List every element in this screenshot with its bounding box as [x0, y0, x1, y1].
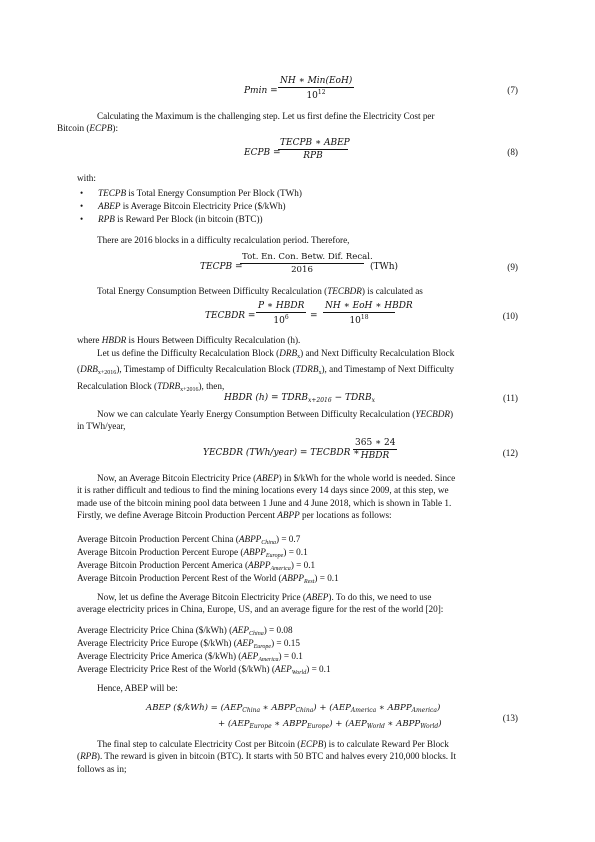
- eq10-number: (10): [502, 311, 518, 321]
- with-label: with:: [77, 173, 96, 183]
- eq9-lhs: TECPB =: [200, 262, 243, 272]
- paragraph-ecpb-intro: Calculating the Maximum is the challenging step. Let us first define the Electricity Cost per Bitcoin (ECPB):: [57, 111, 435, 134]
- bullet-icon: •: [80, 201, 84, 211]
- eq7-lhs: Pmin =: [244, 86, 278, 96]
- list-item: Average Bitcoin Production Percent Rest of the World $(ABPP_{Rest}) = 0.1$: [77, 573, 339, 585]
- eq10-fraction-2: NH ∗ EoH ∗ HBDR $10^{18}$: [325, 301, 413, 326]
- eq7-numerator: NH ∗ Min(EoH): [280, 76, 353, 86]
- eq8-numerator: TECPB ∗ ABEP: [280, 138, 350, 148]
- eq13-line-1: ABEP ($/kWh) = ($AEP_{China}$ ∗ $ABPP_{China}) + (AEP_{America}$ ∗ $ABPP_{America}$): [146, 703, 441, 714]
- bullet-icon: •: [80, 188, 84, 198]
- list-item: Average Electricity Price Europe ($/kWh) $(AEP_{Europe}) = 0.15$: [77, 638, 300, 650]
- eq8-lhs: ECPB =: [244, 148, 281, 158]
- eq7-number: (7): [507, 85, 518, 95]
- eq13-number: (13): [502, 713, 518, 723]
- eq8-number: (8): [507, 147, 518, 157]
- eq12-lhs: YECBDR (TWh/year) = TECBDR ∗: [203, 448, 360, 458]
- eq7-denominator: $10^{12}$: [278, 87, 354, 101]
- paragraph-hbdr: where HBDR is Hours Between Difficulty Recalculation (h).: [77, 335, 301, 345]
- eq10-equals: =: [310, 311, 318, 321]
- list-item: ABEP is Average Bitcoin Electricity Price ($/kWh): [98, 201, 286, 211]
- paragraph-blocks: There are 2016 blocks in a difficulty recalculation period. Therefore,: [97, 235, 350, 245]
- eq11-number: (11): [503, 393, 518, 403]
- eq11-expression: HBDR $(h) = TDRB_{x+2016}$ − $TDRB_x$: [224, 393, 375, 404]
- list-item: Average Electricity Price America ($/kWh) $(AEP_{America}) = 0.1$: [77, 651, 303, 663]
- eq9-denominator: 2016: [240, 263, 364, 275]
- eq9-number: (9): [507, 262, 518, 272]
- list-item: Average Bitcoin Production Percent Europe $(ABPP_{Europe}) = 0.1$: [77, 547, 308, 559]
- eq13-line-2: + ($AEP_{Europe}$ ∗ $ABPP_{Europe}) + (AEP_{World}$ ∗ $ABPP_{World}$): [218, 719, 442, 730]
- paragraph-rpb: The final step to calculate Electricity Cost per Bitcoin (ECPB) is to calculate Reward Per Block (RPB). The reward is given in bitcoin (BTC). It starts with 50 BTC and halves every 210,000 blocks. It follows as in;: [77, 739, 457, 774]
- eq7-fraction: [278, 76, 354, 101]
- bullet-icon: •: [80, 214, 84, 224]
- paragraph-abep-intro: Now, an Average Bitcoin Electricity Price (ABEP) in $/kWh for the whole world is needed. Since it is rather difficult and tedious to find the mining locations every 14 days since 2009, at this step, we made use of the bitcoin mining pool data between 1 June and 4 June 2018, which is shown in Table 1. Firstly, we define Average Bitcoin Production Percent ABPP per locations as follows:: [77, 473, 456, 521]
- eq8-fraction: [278, 138, 348, 161]
- list-item: Average Bitcoin Production Percent China $(ABPP_{China}) = 0.7$: [77, 534, 301, 546]
- eq8-denominator: RPB: [278, 149, 348, 161]
- paragraph-hence: Hence, ABEP will be:: [97, 683, 178, 693]
- eq9-fraction: [240, 252, 373, 275]
- list-item: TECPB is Total Energy Consumption Per Block (TWh): [98, 188, 302, 198]
- eq10-lhs: TECBDR =: [205, 311, 256, 321]
- list-item: Average Bitcoin Production Percent America $(ABPP_{America}) = 0.1$: [77, 560, 316, 572]
- eq9-unit: (TWh): [370, 262, 399, 272]
- eq9-numerator: Tot. En. Con. Betw. Dif. Recal.: [242, 252, 373, 262]
- list-item: Average Electricity Price China ($/kWh) $(AEP_{China}) = 0.08$: [77, 625, 293, 637]
- eq12-number: (12): [502, 448, 518, 458]
- paragraph-aep-intro: Now, let us define the Average Bitcoin Electricity Price (ABEP). To do this, we need to use average electricity prices in China, Europe, US, and an average figure for the rest of the world [20]:: [77, 592, 444, 615]
- paragraph-drb-definitions: Let us define the Difficulty Recalculation Block $(DRB_x)$ and Next Difficulty Recalculation Block $(DRB_{x+2016})$, Timestamp of Difficulty Recalculation Block $(TDRB_x)$, and Timestamp of Next Difficulty Recalculation Block $(TDRB_{x+2016})$, then,: [77, 348, 455, 393]
- eq10-fraction-1: P ∗ HBDR $10^6$: [258, 301, 305, 326]
- paragraph-yecbdr: Now we can calculate Yearly Energy Consumption Between Difficulty Recalculation (YECBDR) in TWh/year,: [77, 409, 454, 432]
- paragraph-tecbdr: Total Energy Consumption Between Difficulty Recalculation (TECBDR) is calculated as: [97, 286, 423, 296]
- list-item: RPB is Reward Per Block (in bitcoin (BTC)): [98, 214, 263, 224]
- list-item: Average Electricity Price Rest of the World ($/kWh) $(AEP_{World}) = 0.1$: [77, 664, 331, 676]
- eq12-fraction: 365 ∗ 24 HBDR: [355, 438, 396, 461]
